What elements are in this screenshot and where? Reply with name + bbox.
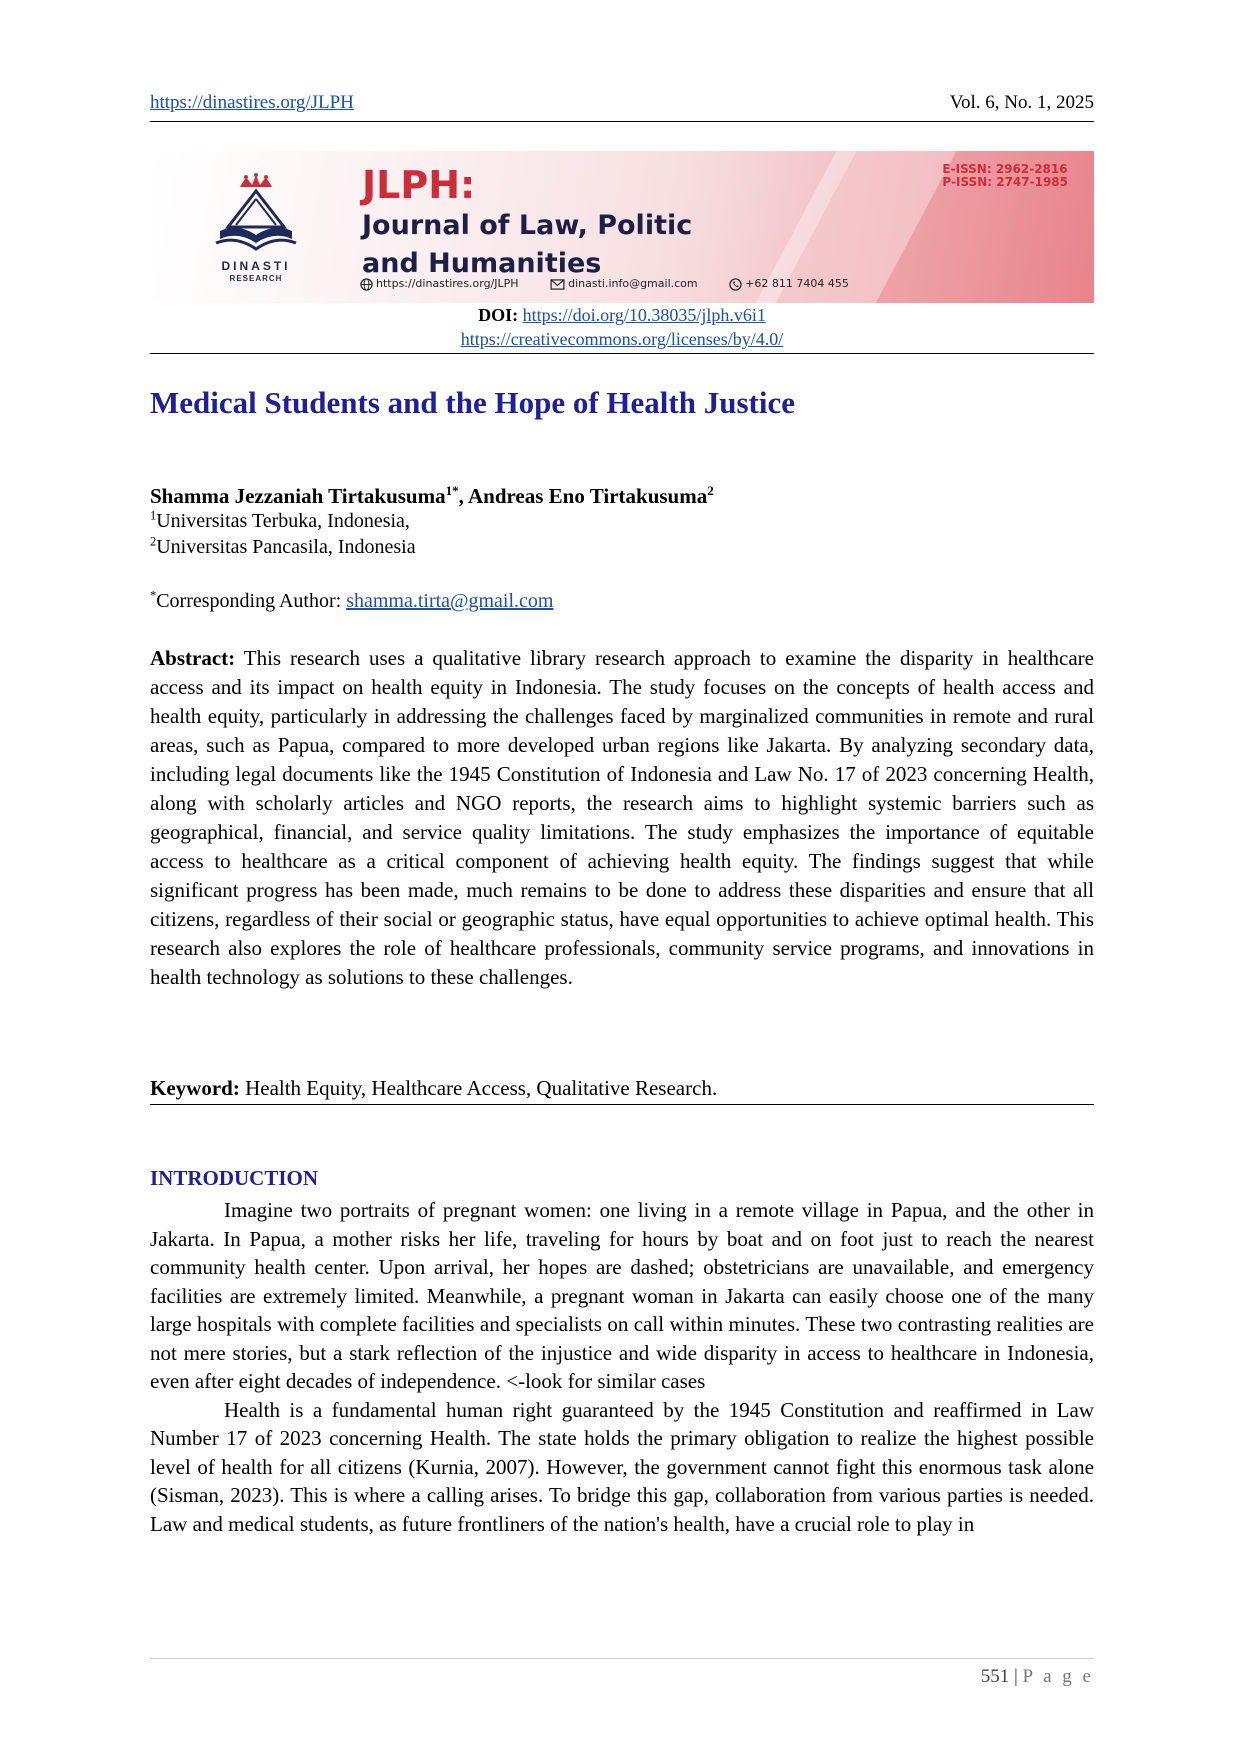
publisher-name: DINASTI — [221, 259, 291, 273]
affiliation-sup: 1 — [150, 508, 157, 523]
abstract-text: This research uses a qualitative library research approach to examine the disparity in healthcare access and its impact on health equity in Indonesia. The study focuses on the concepts of health access and health equity, particularly in addressing the challenges faced by marginalized communities in remote and rural areas, such as Papua, compared to more developed urban regions like Jakarta. By analyzing secondary data, including legal documents like the 1945 Constitution of Indonesia and Law No. 17 of 2023 concerning Health, along with scholarly articles and NGO reports, the research aims to highlight systemic barriers such as geographical, financial, and service quality limitations. The study emphasizes the importance of equitable access to healthcare as a critical component of achieving health equity. The findings suggest that while significant progress has been made, much remains to be done to address these disparities and ensure that all citizens, regardless of their social or geographic status, have equal opportunities to achieve optimal health. This research also explores the role of healthcare professionals, community service programs, and innovations in health technology as solutions to these challenges. — [150, 646, 1094, 989]
corresponding-email-link[interactable]: shamma.tirta@gmail.com — [346, 590, 554, 612]
author-separator: , — [458, 484, 468, 508]
corresponding-label: Corresponding Author: — [156, 590, 347, 612]
license-link[interactable]: https://creativecommons.org/licenses/by/4.0/ — [460, 329, 784, 349]
banner-contacts — [360, 277, 877, 291]
running-header — [150, 92, 1094, 122]
page-label: P a g e — [1022, 1666, 1094, 1687]
author-name: Andreas Eno Tirtakusuma — [467, 484, 708, 508]
introduction-body — [150, 1196, 1094, 1538]
page-separator: | — [1009, 1666, 1023, 1687]
paper-title: Medical Students and the Hope of Health Justice — [150, 385, 795, 420]
pissn: P-ISSN: 2747-1985 — [942, 175, 1068, 189]
keyword-rule — [150, 1104, 1094, 1105]
crown-book-icon — [208, 173, 304, 259]
phone-icon — [729, 278, 742, 291]
section-heading-introduction: INTRODUCTION — [150, 1166, 319, 1190]
journal-name — [362, 207, 692, 283]
keyword-label: Keyword: — [150, 1076, 240, 1100]
banner-email — [550, 277, 715, 290]
banner-website — [360, 277, 536, 290]
doi-block — [150, 303, 1094, 351]
author-name: Shamma Jezzaniah Tirtakusuma — [150, 484, 446, 508]
journal-banner — [150, 151, 1094, 303]
journal-name-line2: and Humanities — [362, 248, 602, 279]
publisher-subtitle: RESEARCH — [229, 274, 283, 283]
mail-icon — [550, 279, 565, 290]
author-sup: 2 — [707, 483, 714, 498]
body-paragraph: Imagine two portraits of pregnant women: one living in a remote village in Papua, and the other in Jakarta. In Papua, a mother risks her life, traveling for hours by boat and on foot just to reach the nearest community health center. Upon arrival, her hopes are dashed; obstetricians are unavailable, and emergency facilities are extremely limited. Meanwhile, a pregnant woman in Jakarta can easily choose one of the many large hospitals with complete facilities and specialists on call within minutes. These two contrasting realities are not mere stories, but a stark reflection of the injustice and wide disparity in access to healthcare in Indonesia, even after eight decades of independence. <-look for similar cases — [150, 1198, 1094, 1393]
doi-label: DOI: — [478, 305, 519, 325]
page-footer — [981, 1666, 1094, 1688]
body-paragraph: Health is a fundamental human right guaranteed by the 1945 Constitution and reaffirmed in Law Number 17 of 2023 concerning Health. The state holds the primary obligation to realize the highest possible level of health for all citizens (Kurnia, 2007). However, the government cannot fight this enormous task alone (Sisman, 2023). This is where a calling arises. To bridge this gap, collaboration from various parties is needed. Law and medical students, as future frontliners of the nation's health, have a crucial role to play in — [150, 1397, 1094, 1536]
issn-block — [942, 163, 1068, 189]
doi-rule — [150, 353, 1094, 354]
banner-website-text: https://dinastires.org/JLPH — [376, 277, 519, 290]
keyword-text: Health Equity, Healthcare Access, Qualitative Research. — [239, 1076, 718, 1100]
keywords — [150, 1076, 717, 1101]
journal-name-line1: Journal of Law, Politic — [362, 210, 693, 241]
journal-url-link[interactable]: https://dinastires.org/JLPH — [150, 92, 354, 113]
eissn: E-ISSN: 2962-2816 — [942, 162, 1068, 176]
dinasti-logo — [208, 173, 298, 283]
corresponding-sup: * — [150, 588, 157, 603]
footer-rule — [150, 1658, 1094, 1659]
banner-phone-text: +62 811 7404 455 — [745, 277, 849, 290]
journal-acronym: JLPH: — [362, 163, 476, 207]
affiliation-text: Universitas Pancasila, Indonesia — [156, 536, 416, 558]
volume-info: Vol. 6, No. 1, 2025 — [949, 92, 1094, 113]
affiliation-sup: 2 — [150, 534, 157, 549]
abstract — [150, 644, 1094, 992]
banner-phone — [729, 277, 863, 290]
affiliation-text: Universitas Terbuka, Indonesia, — [156, 510, 410, 532]
abstract-label: Abstract: — [150, 646, 236, 670]
author-list — [150, 484, 714, 509]
affiliation — [150, 510, 410, 533]
globe-icon — [360, 278, 373, 291]
author-sup: 1* — [445, 483, 459, 498]
header-rule — [150, 121, 1094, 122]
affiliation — [150, 536, 416, 559]
banner-email-text: dinasti.info@gmail.com — [568, 277, 698, 290]
page-number: 551 — [980, 1666, 1010, 1687]
corresponding-author — [150, 590, 553, 613]
doi-link[interactable]: https://doi.org/10.38035/jlph.v6i1 — [522, 305, 766, 325]
